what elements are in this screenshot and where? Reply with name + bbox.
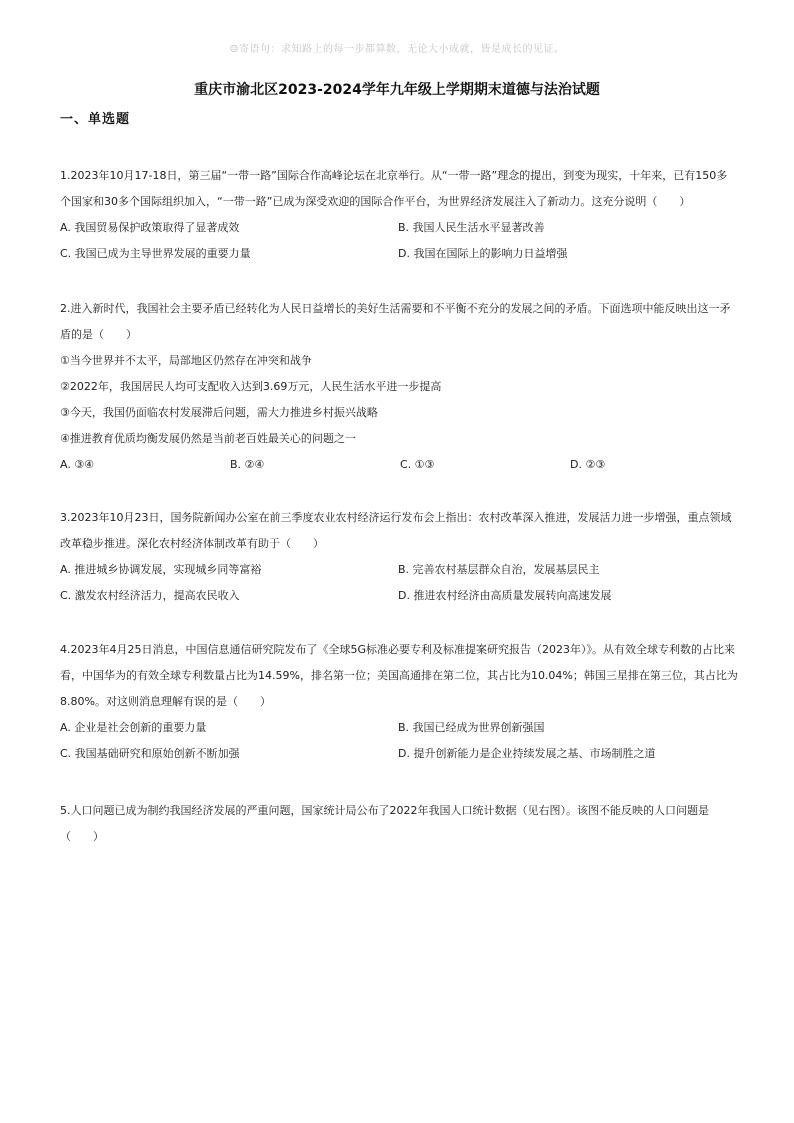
option-c[interactable]: C. 激发农村经济活力，提高农民收入	[60, 589, 240, 602]
question-stem: 3.2023年10月23日，国务院新闻办公室在前三季度农业农村经济运行发布会上指出：农村改革深入推进，发展活力进一步增强，重点领域改革稳步推进。深化农村经济体制改革有助于（ ）	[60, 511, 732, 550]
option-a[interactable]: A. 推进城乡协调发展，实现城乡同等富裕	[60, 563, 262, 576]
question-4	[60, 637, 738, 767]
question-stem: 5.人口问题已成为制约我国经济发展的严重问题，国家统计局公布了2022年我国人口统计数据（见右图）。该图不能反映的人口问题是（ ）	[60, 804, 709, 843]
option-b[interactable]: B. 我国人民生活水平显著改善	[398, 221, 545, 234]
question-stem: 2.进入新时代，我国社会主要矛盾已经转化为人民日益增长的美好生活需要和不平衡不充分的发展之间的矛盾。下面选项中能反映出这一矛盾的是（ ）	[60, 302, 731, 341]
option-list	[60, 452, 738, 478]
option-a[interactable]: A. ③④	[60, 458, 95, 471]
option-d[interactable]: D. 提升创新能力是企业持续发展之基、市场制胜之道	[398, 747, 656, 760]
question-stem: 1.2023年10月17-18日，第三届“一带一路”国际合作高峰论坛在北京举行。从“一带一路”理念的提出，到变为现实，十年来，已有150多个国家和30多个国际组织加入，“一带一路”已成为深受欢迎的国际合作平台，为世界经济发展注入了新动力。这充分说明（ ）	[60, 169, 728, 208]
option-a[interactable]: A. 企业是社会创新的重要力量	[60, 721, 207, 734]
option-d[interactable]: D. ②③	[570, 458, 606, 471]
question-5	[60, 798, 738, 850]
statement-2: ②2022年，我国居民人均可支配收入达到3.69万元，人民生活水平进一步提高	[60, 380, 442, 393]
section-heading: 一、单选题	[60, 112, 131, 127]
option-c[interactable]: C. 我国已成为主导世界发展的重要力量	[60, 247, 251, 260]
option-list	[60, 215, 738, 267]
question-stem: 4.2023年4月25日消息，中国信息通信研究院发布了《全球5G标准必要专利及标准提案研究报告（2023年）》。从有效全球专利数的占比来看，中国华为的有效全球专利数量占比为14.59%，排名第一位；美国高通排在第二位，其占比为10.04%；韩国三星排在第三位，其占比为8.80%。对这则消息理解有误的是（ ）	[60, 643, 738, 708]
option-a[interactable]: A. 我国贸易保护政策取得了显著成效	[60, 221, 240, 234]
option-b[interactable]: B. 我国已经成为世界创新强国	[398, 721, 545, 734]
statement-3: ③今天，我国仍面临农村发展滞后问题，需大力推进乡村振兴战略	[60, 406, 378, 419]
option-d[interactable]: D. 我国在国际上的影响力日益增强	[398, 247, 568, 260]
option-list	[60, 715, 738, 767]
motto-header: ☺寄语句：求知路上的每一步都算数，无论大小成就，皆是成长的见证。	[229, 44, 565, 55]
exam-title: 重庆市渝北区2023-2024学年九年级上学期期末道德与法治试题	[194, 82, 600, 98]
option-d[interactable]: D. 推进农村经济由高质量发展转向高速发展	[398, 589, 612, 602]
statement-1: ①当今世界并不太平，局部地区仍然存在冲突和战争	[60, 354, 312, 367]
option-list	[60, 557, 738, 609]
statement-4: ④推进教育优质均衡发展仍然是当前老百姓最关心的问题之一	[60, 432, 356, 445]
option-c[interactable]: C. 我国基础研究和原始创新不断加强	[60, 747, 240, 760]
question-1	[60, 163, 738, 267]
option-c[interactable]: C. ①③	[400, 458, 435, 471]
question-3	[60, 505, 738, 609]
option-b[interactable]: B. ②④	[230, 458, 265, 471]
option-b[interactable]: B. 完善农村基层群众自治，发展基层民主	[398, 563, 600, 576]
question-2	[60, 296, 738, 478]
